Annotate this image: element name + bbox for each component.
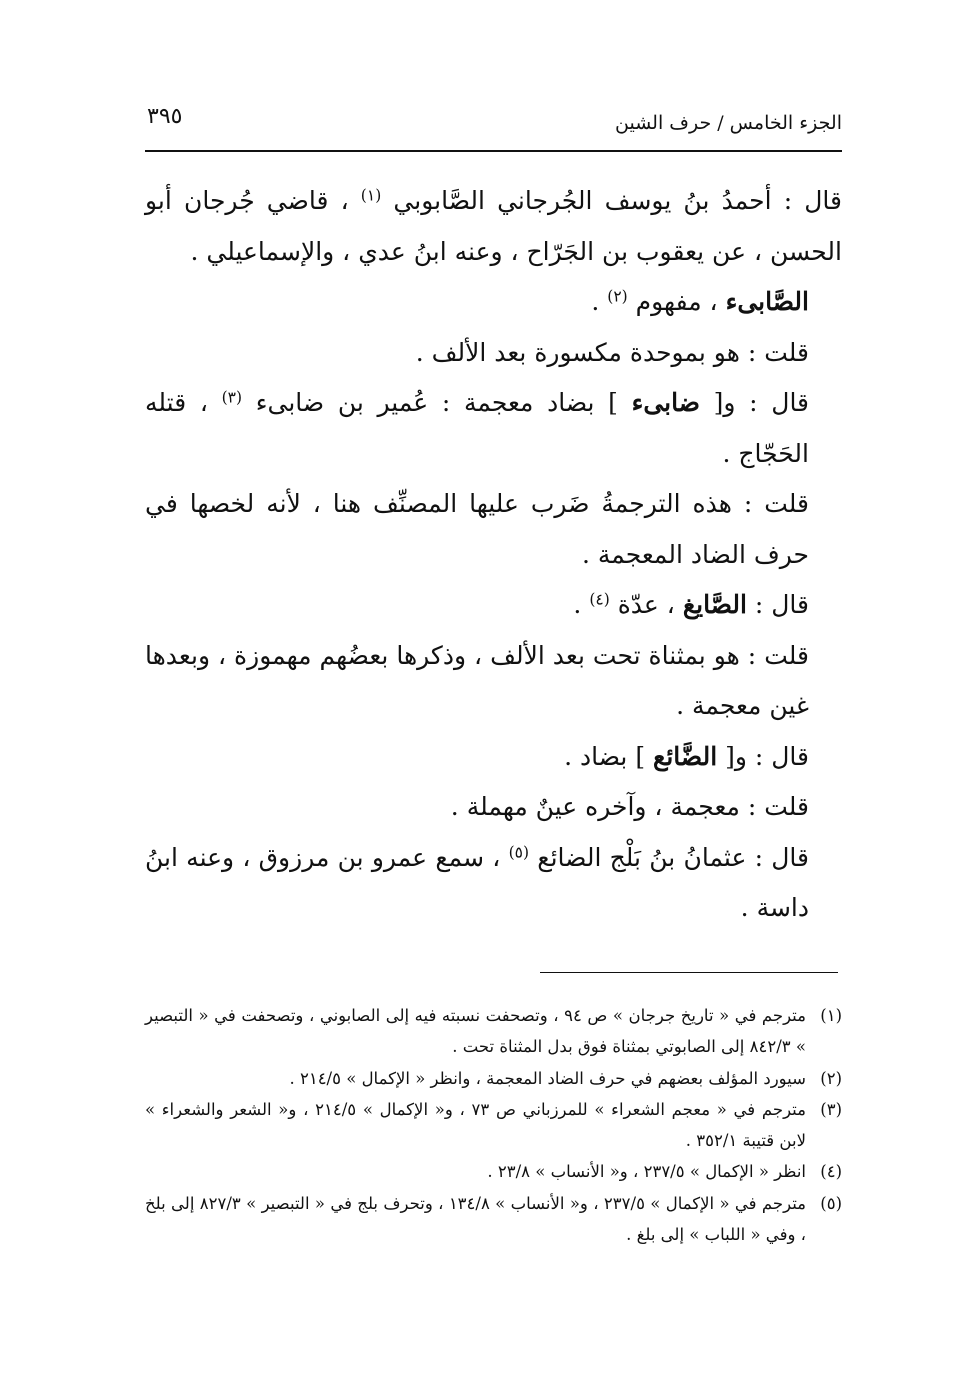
footnote-text: مترجم في « الإكمال » ٢٣٧/٥ ، و« الأنساب » ١٣٤/٨ ، وتحرف بلج في « التبصير » ٨٢٧/٣ إلى بلخ ، وفي « اللباب » إلى بلغ . [145, 1193, 807, 1245]
footnote-number: (٥) [820, 1193, 842, 1213]
entry-heading: ضابىء [631, 388, 700, 417]
comment-al-daiI: قلت : معجمة ، وآخره عينٌ مهملة . [450, 792, 809, 821]
comment-dabi: قلت : هذه الترجمةُ ضَرب عليها المصنِّف هنا ، لأنه لخصها في حرف الضاد المعجمة . [145, 489, 809, 569]
footnote-number: (٣) [820, 1099, 842, 1119]
footnote-5 [145, 1188, 842, 1251]
footnote-2 [145, 1063, 842, 1094]
footnote-number: (٢) [820, 1068, 842, 1088]
entry-heading: الصَّايغ [682, 590, 747, 619]
footnote-1 [145, 1000, 842, 1063]
footnotes [145, 1000, 842, 1250]
entry-al-sabi: الصَّابىء ، مفهوم $^{(٢)}$ . [591, 287, 809, 316]
entry-heading: الصَّابىء [725, 287, 809, 316]
footnote-text: مترجم في « معجم الشعراء » للمرزباني ص ٧٣ ، و« الإكمال » ٢١٤/٥ ، و« الشعر والشعراء » لابن قتيبة ٣٥٢/١ . [145, 1099, 806, 1151]
footnote-ref-2: (٢) [607, 287, 628, 306]
running-header [145, 100, 842, 152]
entry-ahmad-ibn-yusuf: قال : أحمدُ بنُ يوسف الجُرجاني الصَّابوبي $^{(١)}$ ، قاضي جُرجان أبو الحسن ، عن يعقوب بن الجَرّاح ، وعنه ابنُ عدي ، والإسماعيلي . [145, 186, 842, 266]
footnote-text: سيورد المؤلف بعضهم في حرف الضاد المعجمة ، وانظر « الإكمال » ٢١٤/٥ . [289, 1068, 806, 1088]
footnote-text: انظر « الإكمال » ٢٣٧/٥ ، و« الأنساب » ٢٣/٨ . [487, 1162, 806, 1182]
comment-al-sayigh: قلت : هو بمثناة تحت بعد الألف ، وذكرها بعضُهم مهموزة ، وبعدها غين معجمة . [145, 640, 809, 720]
page-number: ٣٩٥ [147, 104, 183, 129]
footnote-4 [145, 1156, 842, 1187]
entry-heading: الضَّائع [653, 741, 718, 771]
main-text [145, 176, 842, 934]
footnote-text: مترجم في « تاريخ جرجان » ص ٩٤ ، وتصحفت نسبته فيه إلى الصابوني ، وتصحفت في « التبصير » ٨٤٢/٣ إلى الصابوتي بمثناة فوق بدل المثناة تحت . [145, 1006, 807, 1057]
footnote-ref-3: (٣) [221, 388, 243, 407]
header-title: الجزء الخامس / حرف الشين [615, 112, 842, 134]
entry-uthman-ibn-balj: قال : عثمانُ بنُ بَلْج الضائع $^{(٥)}$ ، سمع عمرو بن مرزوق ، وعنه ابنُ داسة . [145, 842, 810, 922]
footnote-3 [145, 1094, 842, 1157]
footnote-ref-1: (١) [360, 186, 382, 205]
footnote-ref-4: (٤) [589, 590, 610, 609]
footnote-separator [540, 972, 838, 973]
footnote-number: (١) [820, 1006, 842, 1025]
entry-al-daiI: قال : و[ الضَّائع ] بضاد . [564, 741, 809, 771]
comment-al-sabi: قلت : هو بموحدة مكسورة بعد الألف . [415, 337, 809, 367]
entry-al-sayigh: قال : الصَّايغ ، عدّة $^{(٤)}$ . [573, 590, 809, 619]
footnote-number: (٤) [820, 1162, 842, 1182]
footnote-ref-5: (٥) [508, 842, 530, 861]
entry-dabi: قال : و[ ضابىء ] بضاد معجمة : عُمير بن ضابىء $^{(٣)}$ ، قتله الحَجّاج . [145, 388, 810, 468]
